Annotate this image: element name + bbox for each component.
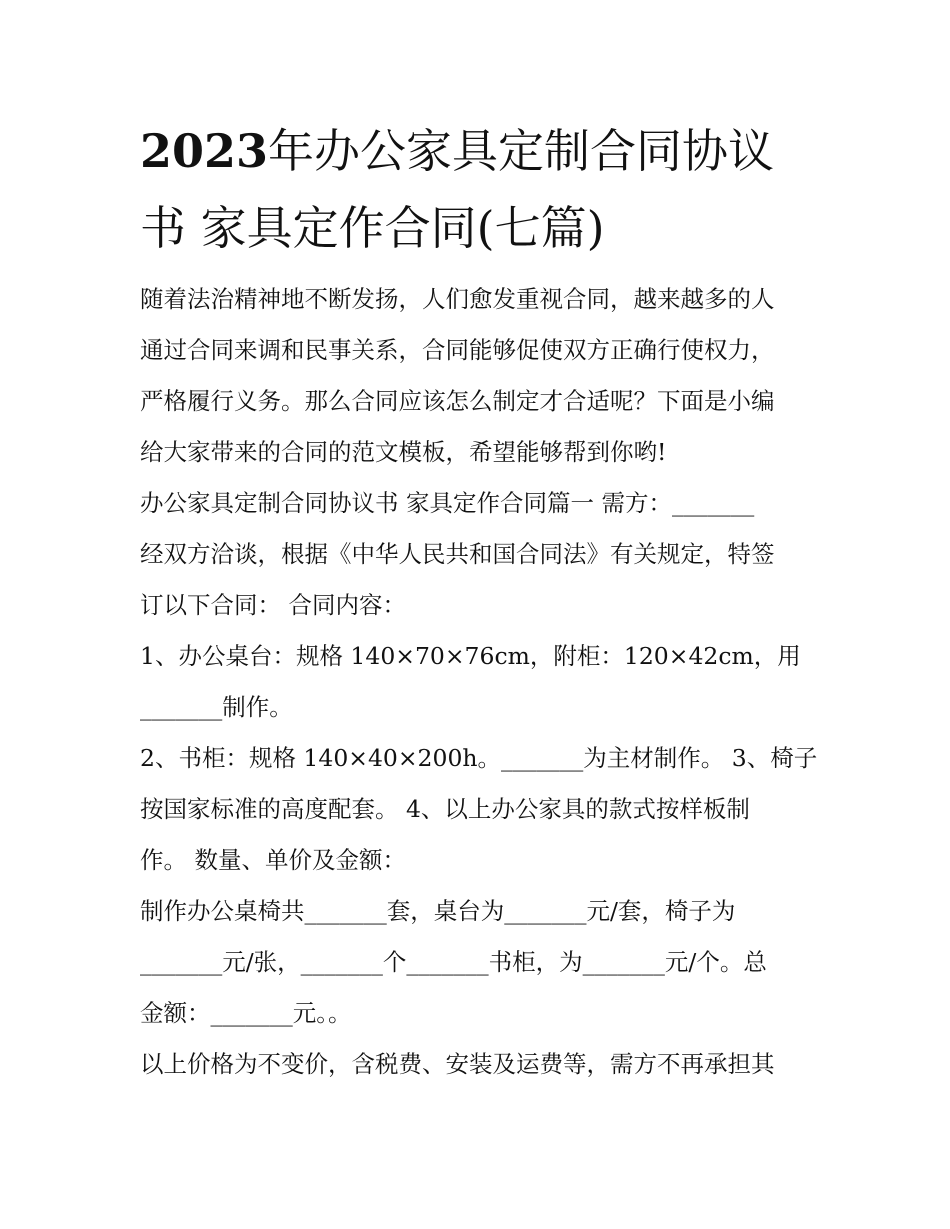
body-line-7: 订以下合同： 合同内容： <box>140 591 406 619</box>
body-line-5: 办公家具定制合同协议书 家具定作合同篇一 需方：_______ <box>140 489 755 517</box>
body-line-9: _______制作。 <box>140 693 293 721</box>
body-line-14: _______元/张，_______个_______书柜，为_______元/个。总 <box>140 948 767 976</box>
body-line-8: 1、办公桌台：规格 140×70×76cm，附柜：120×42cm，用 <box>140 642 801 670</box>
body-line-16: 以上价格为不变价，含税费、安装及运费等，需方不再承担其 <box>140 1050 775 1078</box>
body-line-2: 通过合同来调和民事关系，合同能够促使双方正确行使权力， <box>140 336 775 364</box>
body-line-13: 制作办公桌椅共_______套，桌台为_______元/套，椅子为 <box>140 897 736 925</box>
title-line-1-text: 年办公家具定制合同协议 <box>268 124 775 178</box>
body-line-12: 作。 数量、单价及金额： <box>140 846 406 874</box>
document-title-line-1 <box>140 124 820 178</box>
body-line-6: 经双方洽谈，根据《中华人民共和国合同法》有关规定，特签 <box>140 540 775 568</box>
body-line-11: 按国家标准的高度配套。 4、以上办公家具的款式按样板制 <box>140 795 750 823</box>
body-line-15: 金额：_______元。。 <box>140 999 352 1027</box>
body-line-4: 给大家带来的合同的范文模板，希望能够帮到你哟! <box>140 438 667 466</box>
document-title-line-2: 书 家具定作合同(七篇) <box>140 201 605 255</box>
body-line-1: 随着法治精神地不断发扬，人们愈发重视合同，越来越多的人 <box>140 285 775 313</box>
body-line-10: 2、书柜：规格 140×40×200h。_______为主材制作。 3、椅子 <box>140 744 818 772</box>
body-line-3: 严格履行义务。那么合同应该怎么制定才合适呢？下面是小编 <box>140 387 775 415</box>
title-year: 2023 <box>140 124 269 178</box>
